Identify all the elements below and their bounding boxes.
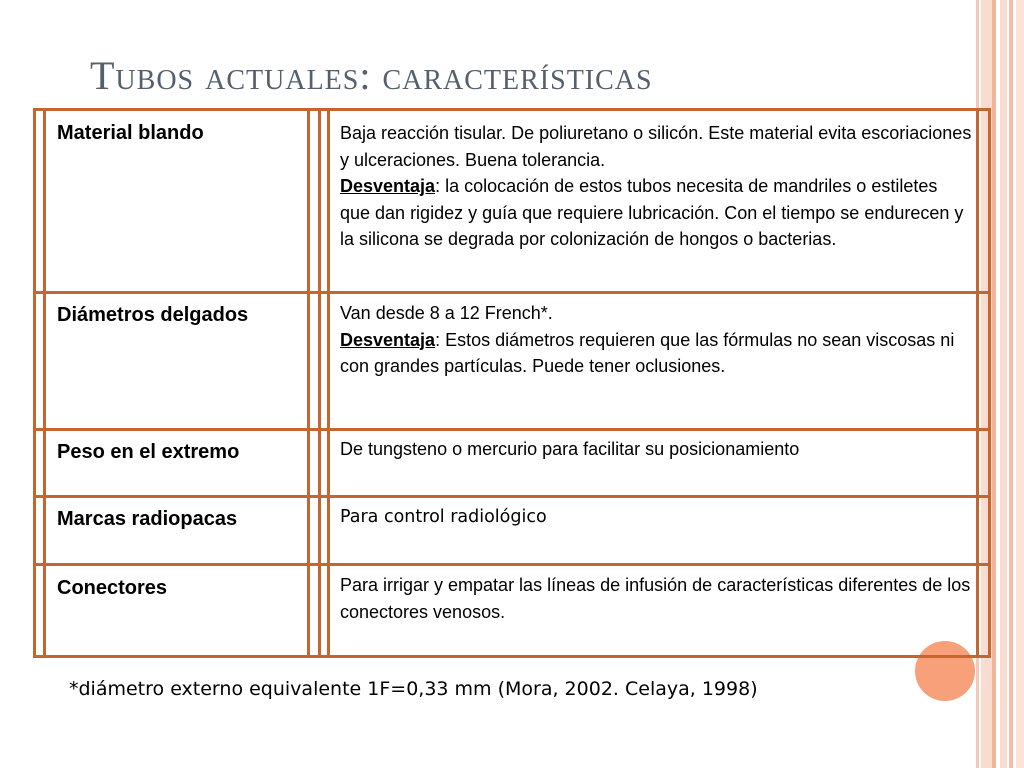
row-description-diametros-delgados (340, 300, 972, 380)
row-label-marcas-radiopacas: Marcas radiopacas (57, 508, 238, 530)
description-text: Baja reacción tisular. De poliuretano o silicón. Este material evita escoriaciones y ulceraciones. Buena tolerancia. (340, 123, 972, 170)
table-border (307, 108, 310, 658)
stripe (1016, 0, 1024, 768)
row-description-peso-en-el-extremo: De tungsteno o mercurio para facilitar su posicionamiento (340, 439, 800, 459)
table-border (33, 495, 991, 498)
table-border (43, 108, 46, 658)
table-border (33, 655, 991, 658)
row-label-peso-en-el-extremo: Peso en el extremo (57, 441, 240, 463)
table-border (33, 108, 991, 111)
row-description-material-blando (340, 120, 972, 253)
row-label-material-blando: Material blando (57, 122, 204, 144)
table-border (988, 108, 991, 658)
row-description-conectores: Para irrigar y empatar las líneas de infusión de características diferentes de los conectores venosos. (340, 575, 971, 622)
row-label-conectores: Conectores (57, 577, 168, 599)
row-label-diametros-delgados: Diámetros delgados (57, 304, 249, 326)
table-border (33, 563, 991, 566)
stripe (1009, 0, 1013, 768)
footnote: *diámetro externo equivalente 1F=0,33 mm (Mora, 2002. Celaya, 1998) (69, 678, 758, 700)
stripe (1000, 0, 1007, 768)
description-text: Van desde 8 a 12 French*. (340, 303, 553, 323)
table-border (318, 108, 321, 658)
drawback-label: Desventaja (340, 176, 436, 196)
row-description-marcas-radiopacas: Para control radiológico (340, 507, 547, 527)
drawback-label: Desventaja (340, 329, 436, 350)
characteristics-table (33, 108, 991, 658)
table-border (33, 108, 36, 658)
slide-title: Tubos actuales: características (90, 53, 653, 98)
table-border (33, 428, 991, 431)
drawback-text: : Estos diámetros requieren que las fórmulas no sean viscosas ni con grandes partículas. Puede tener oclusiones. (340, 329, 955, 376)
table-border (327, 108, 330, 658)
table-border (976, 108, 979, 658)
table-border (33, 291, 991, 294)
stripe (992, 0, 996, 768)
drawback-text: : la colocación de estos tubos necesita de mandriles o estiletes que dan rigidez y guía que requiere lubricación. Con el tiempo se endurecen y la silicona se degrada por colonización de hongos o bacterias. (340, 176, 964, 249)
